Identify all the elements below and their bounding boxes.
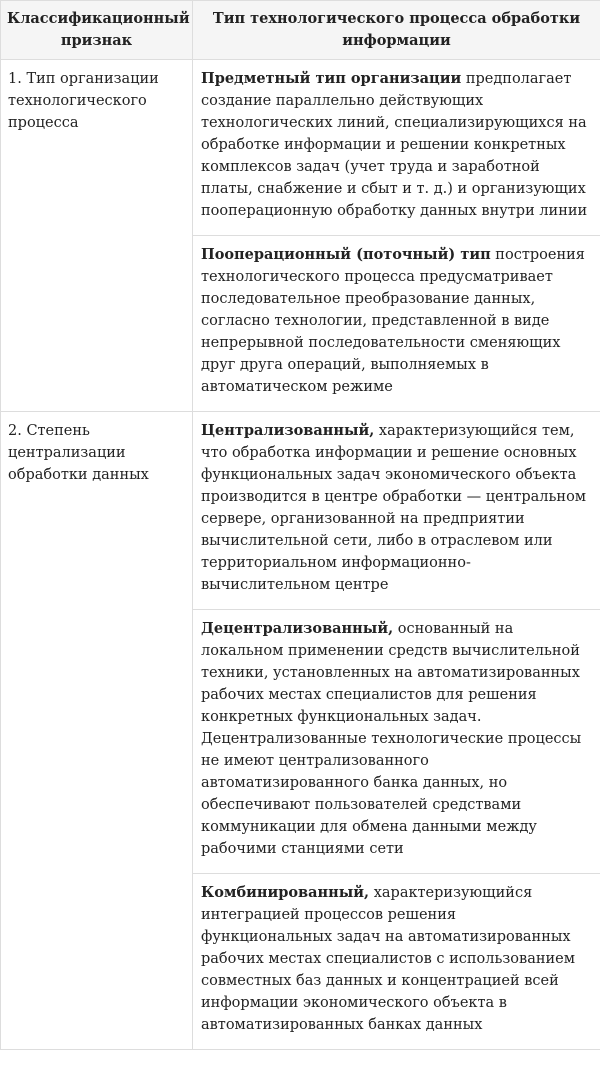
- term-label: Предметный тип организации: [201, 70, 462, 87]
- type-cell-subject: [193, 60, 600, 236]
- feature-cell-organization-type: 1. Тип организации технологического процесса: [1, 60, 193, 412]
- term-description: построения технологического процесса предусматривает последовательное преобразование данных, согласно технологии, представленной в виде непрерывной последовательности сменяющих друг друга операций, выполняемых в автоматическом режиме: [201, 247, 585, 395]
- table-row: [1, 412, 600, 610]
- table-header: [1, 1, 600, 60]
- term-label: Децентрализованный,: [201, 620, 394, 637]
- feature-cell-centralization: 2. Степень централизации обработки данных: [1, 412, 193, 1050]
- header-type: Тип технологического процесса обработки информации: [193, 1, 600, 60]
- term-description: предполагает создание параллельно действующих технологических линий, специализирующихся на обработке информации и решении конкретных комплексов задач (учет труда и заработной платы, снабжение и сбыт и т. д.) и организующих пооперационную обработку данных внутри линии: [201, 71, 588, 219]
- type-cell-combined: [193, 874, 600, 1050]
- term-description: характеризующийся тем, что обработка информации и решение основных функциональных задач экономического объекта производится в центре обработки — центральном сервере, организованной на предприятии вычислительной сети, либо в отраслевом или территориальном информационно-вычислительном центре: [201, 423, 587, 593]
- table-body: [1, 60, 600, 1050]
- term-label: Пооперационный (поточный) тип: [201, 246, 491, 263]
- term-label: Централизованный,: [201, 422, 375, 439]
- term-description: характеризующийся интеграцией процессов решения функциональных задач на автоматизированных рабочих местах специалистов с использованием совместных баз данных и концентрацией всей информации экономического объекта в автоматизированных банках данных: [201, 885, 576, 1033]
- header-feature: Классификационный признак: [1, 1, 193, 60]
- header-row: [1, 1, 600, 60]
- term-description: основанный на локальном применении средств вычислительной техники, установленных на автоматизированных рабочих местах специалистов для решения конкретных функциональных задач. Децентрализованные технологические процессы не имеют централизованного автоматизированного банка данных, но обеспечивают пользователей средствами коммуникации для обмена данными между рабочими станциями сети: [201, 621, 582, 857]
- type-cell-decentralized: [193, 610, 600, 874]
- term-label: Комбинированный,: [201, 884, 370, 901]
- type-cell-flow: [193, 236, 600, 412]
- type-cell-centralized: [193, 412, 600, 610]
- table-row: [1, 60, 600, 236]
